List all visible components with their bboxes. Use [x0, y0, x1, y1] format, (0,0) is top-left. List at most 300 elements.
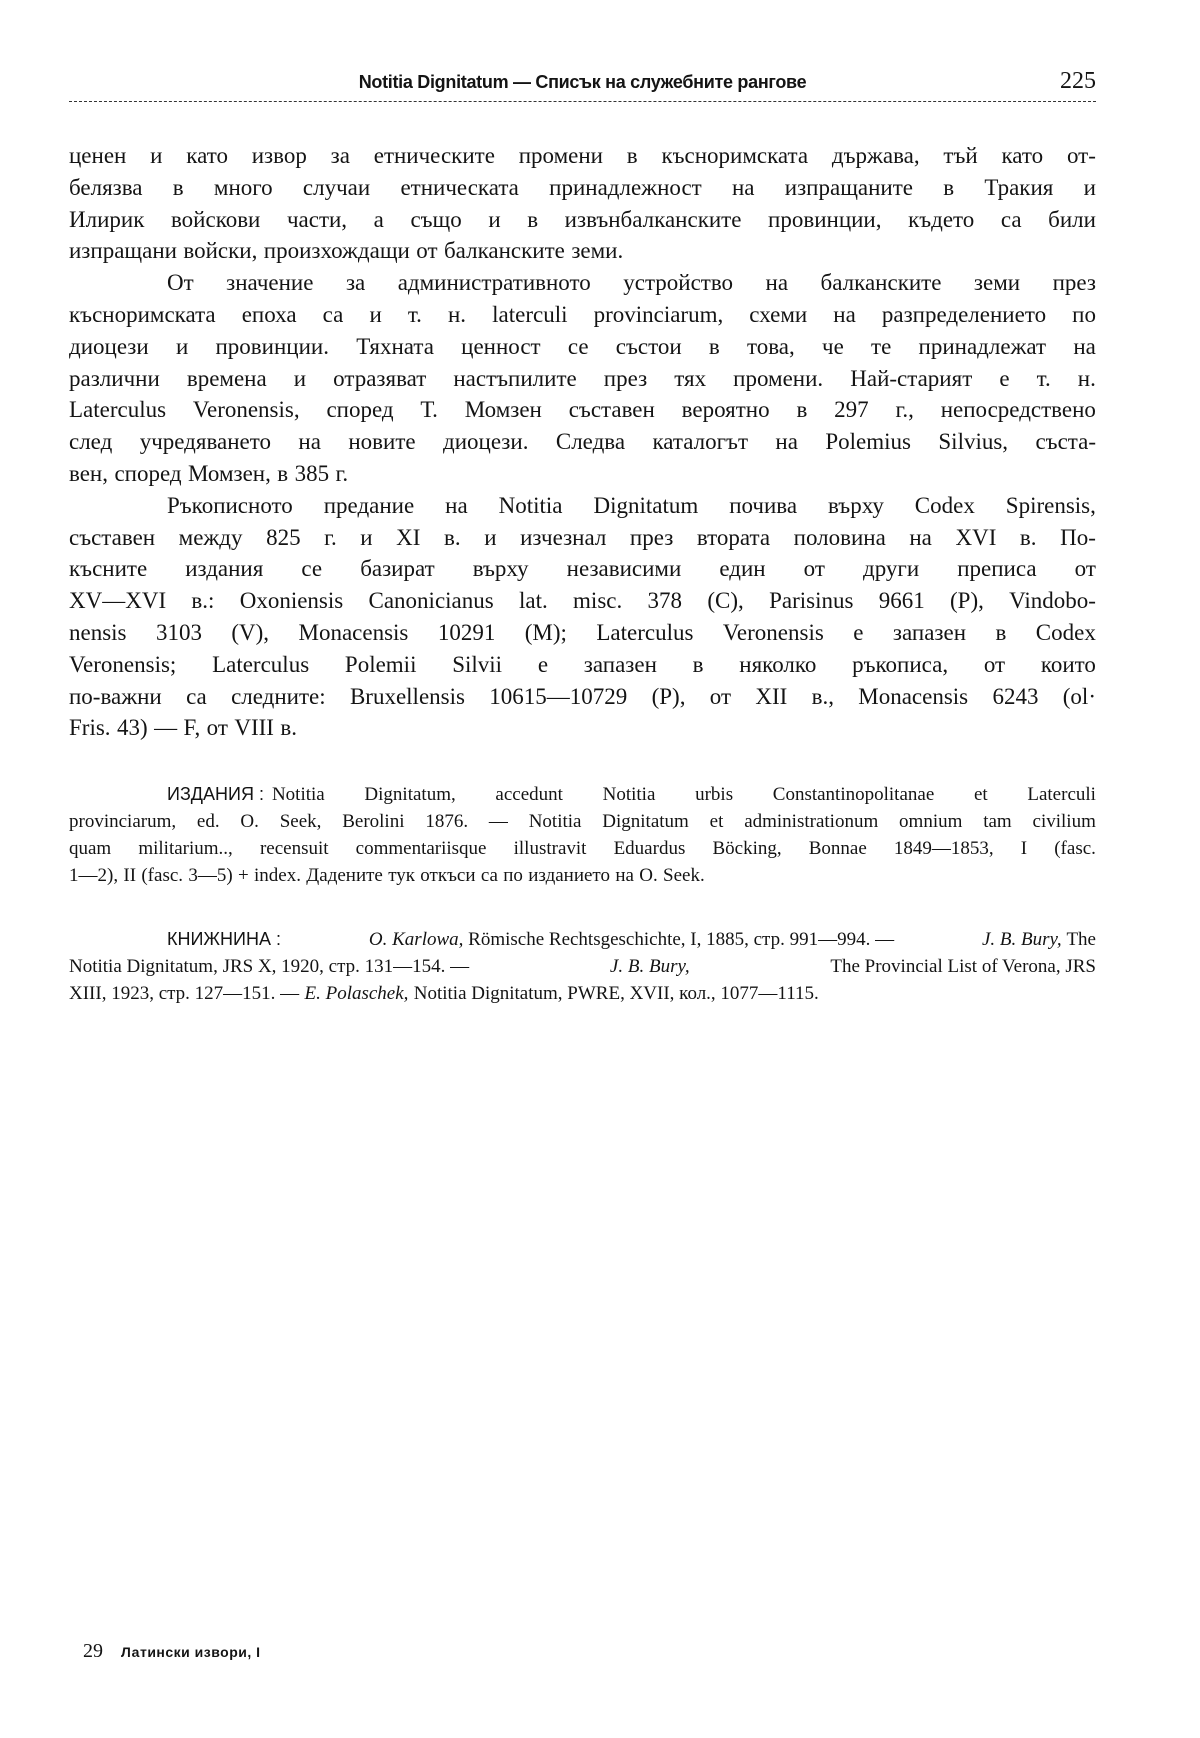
word: в. — [1019, 524, 1037, 550]
word: от- — [1066, 143, 1096, 168]
printer-signature — [83, 1640, 261, 1663]
word: в. — [280, 715, 298, 741]
word: диоцези — [69, 333, 149, 359]
word: и — [150, 143, 163, 168]
word: Laterculus — [596, 619, 694, 645]
word: балканските — [820, 270, 942, 296]
word: схеми — [749, 301, 808, 327]
word: изданието — [528, 865, 610, 886]
word: административното — [397, 270, 591, 296]
word: Monacensis — [298, 619, 409, 645]
word: quam — [69, 838, 112, 859]
word: непосредствено — [940, 397, 1096, 423]
word: Дадените — [306, 865, 383, 886]
word: като — [1001, 143, 1044, 168]
word: Laterculi — [1027, 784, 1096, 805]
word: учредяването — [139, 429, 271, 455]
text-line — [69, 235, 1096, 267]
word: Silvius, — [938, 429, 1009, 455]
text-line — [69, 426, 1096, 458]
word: O. — [639, 865, 658, 886]
main-text — [69, 140, 1096, 744]
word: състои — [615, 333, 682, 359]
word: в — [172, 174, 184, 200]
word: в.: — [191, 588, 215, 614]
ref-text: The — [1066, 929, 1096, 950]
word: laterculi — [492, 301, 568, 327]
word: т. — [1036, 365, 1051, 391]
word: Най-старият — [850, 365, 973, 391]
word: в — [277, 460, 289, 486]
word: et — [709, 811, 724, 832]
word: на — [1073, 333, 1096, 359]
ref-text: Römische Rechtsgeschichte, I, 1885, стр. 991—994. — — [468, 929, 895, 950]
text-line — [69, 458, 1096, 490]
word: и — [1083, 174, 1096, 200]
word: къснoримската — [661, 143, 809, 168]
word: et — [973, 784, 988, 805]
word: значение — [226, 270, 314, 296]
text-line — [69, 649, 1096, 681]
word: н. — [447, 301, 467, 327]
word: произхождащи — [263, 238, 410, 264]
word: от — [983, 651, 1006, 677]
word: XV—XVI — [69, 588, 167, 614]
word: Monacensis — [858, 683, 969, 709]
word: tam — [983, 811, 1012, 832]
word: Dignitatum, — [364, 784, 456, 805]
word: 1876. — [425, 811, 469, 832]
word: в — [527, 206, 539, 232]
word: Тяхната — [356, 333, 434, 359]
word: recensuit — [259, 838, 329, 859]
word: че — [822, 333, 844, 359]
word: са — [1000, 206, 1022, 232]
word: е — [999, 365, 1010, 391]
text-line — [69, 522, 1096, 554]
word: Следва — [555, 429, 626, 455]
word: Т. — [420, 397, 438, 423]
text-line — [69, 490, 1096, 522]
word: изпращаните — [784, 174, 913, 200]
word: на — [833, 301, 856, 327]
word: Notitia — [271, 784, 325, 805]
word: в — [943, 174, 955, 200]
word: много — [213, 174, 273, 200]
word: misc. — [573, 588, 623, 614]
word: също — [410, 206, 462, 232]
word: промени. — [733, 365, 824, 391]
word: 9661 — [878, 588, 925, 614]
word: провинции, — [768, 206, 882, 232]
word: provinciarum, — [69, 811, 177, 832]
word: 1—2), — [69, 865, 119, 886]
word: през — [1052, 270, 1096, 296]
author: O. Karlowa, — [368, 929, 464, 950]
word: Момзен — [464, 397, 542, 423]
word: почива — [729, 492, 798, 518]
running-title: Notitia Dignitatum — Списък на служебните рангове — [358, 72, 807, 92]
word: + — [237, 865, 249, 886]
word: устройство — [623, 270, 734, 296]
word: 1849—1853, — [893, 838, 994, 859]
word: (ol· — [1062, 683, 1096, 709]
word: militarium.., — [138, 838, 233, 859]
word: Notitia — [498, 492, 563, 518]
word: от — [206, 715, 228, 741]
author: J. B. Bury, — [609, 956, 690, 977]
word: Laterculus — [69, 397, 167, 423]
word: administrationum — [744, 811, 879, 832]
word: извънбалканските — [564, 206, 742, 232]
header-rule — [69, 101, 1096, 102]
word: urbis — [695, 784, 734, 805]
text-line — [69, 363, 1096, 395]
word: т. — [407, 301, 422, 327]
word: index. — [254, 865, 301, 886]
word: ценност — [461, 333, 541, 359]
word: и — [175, 333, 189, 359]
word: през — [603, 365, 648, 391]
word: Böcking, — [712, 838, 782, 859]
word: Codex — [914, 492, 975, 518]
word: отразяват — [333, 365, 427, 391]
word: 10615—10729 — [489, 683, 628, 709]
word: запазен — [583, 651, 657, 677]
word: и — [369, 301, 382, 327]
word: други — [863, 556, 920, 582]
word: балканските — [443, 238, 565, 264]
word: и — [488, 206, 501, 232]
text-line — [69, 585, 1096, 617]
word: на — [615, 865, 634, 886]
word: промени — [518, 143, 603, 168]
word: от — [416, 238, 438, 264]
word: (P), — [950, 588, 984, 614]
word: (fasc. — [141, 865, 184, 886]
word: Vindobo- — [1009, 588, 1096, 614]
word: 6243 — [992, 683, 1039, 709]
word: Veronensis — [722, 619, 824, 645]
word: н. — [1077, 365, 1096, 391]
word: VIII — [234, 715, 274, 741]
word: Veronensis; — [69, 651, 177, 677]
editions-line — [69, 862, 1096, 889]
word: Eduardus — [613, 838, 686, 859]
editions-line — [69, 835, 1096, 862]
word: принадлежат — [918, 333, 1047, 359]
literature-line — [69, 926, 1096, 953]
word: Илирик — [69, 206, 145, 232]
literature-section — [69, 926, 1096, 1007]
word: ръкописа, — [852, 651, 949, 677]
word: изчезнал — [520, 524, 607, 550]
word: на — [298, 429, 321, 455]
word: в — [796, 397, 808, 423]
word: базират — [360, 556, 435, 582]
word: — — [154, 715, 178, 741]
word: различни — [69, 365, 160, 391]
text-line — [69, 712, 1096, 744]
word: това, — [747, 333, 795, 359]
word: е — [853, 619, 864, 645]
word: Fris. — [69, 715, 111, 741]
word: времена — [186, 365, 267, 391]
word: Constantinopolitanae — [772, 784, 935, 805]
word: и — [293, 365, 307, 391]
word: I — [1020, 838, 1028, 859]
word: от — [803, 556, 825, 582]
word: късноримската — [69, 301, 216, 327]
word: случаи — [302, 174, 371, 200]
word: Dignitatum — [593, 492, 699, 518]
word: те — [871, 333, 892, 359]
signature-number: 29 — [83, 1640, 103, 1662]
word: XVI — [955, 524, 997, 550]
word: тъй — [943, 143, 978, 168]
word: тях — [674, 365, 707, 391]
word: епоха — [241, 301, 297, 327]
author: J. B. Bury, — [982, 929, 1062, 950]
word: Dignitatum — [602, 811, 689, 832]
word: Момзен, — [188, 460, 271, 486]
word: civilium — [1032, 811, 1096, 832]
word: в., — [811, 683, 834, 709]
text-line — [69, 172, 1096, 204]
word: след — [69, 429, 113, 455]
word: Notitia — [528, 811, 582, 832]
word: 10291 — [437, 619, 496, 645]
word: От — [167, 270, 194, 296]
word: lat. — [519, 588, 548, 614]
word: на — [909, 524, 932, 550]
word: Silvii — [452, 651, 503, 677]
editions-label: ИЗДАНИЯ : — [167, 784, 264, 804]
word: Тракия — [984, 174, 1054, 200]
text-line — [69, 394, 1096, 426]
word: accedunt — [495, 784, 563, 805]
word: каталогът — [652, 429, 749, 455]
word: през — [629, 524, 674, 550]
word: illustravit — [513, 838, 587, 859]
word: 378 — [647, 588, 683, 614]
word: (fasc. — [1054, 838, 1096, 859]
ref-text: XIII, 1923, стр. 127—151. — — [69, 983, 300, 1004]
word: на — [775, 429, 798, 455]
word: Oxoniensis — [239, 588, 344, 614]
text-line — [69, 267, 1096, 299]
word: Polemii — [344, 651, 417, 677]
editions-section — [69, 781, 1096, 889]
word: Bruxellensis — [349, 683, 465, 709]
word: ценен — [69, 143, 127, 168]
word: извор — [251, 143, 307, 168]
word: земи. — [571, 238, 624, 264]
word: Bonnae — [808, 838, 867, 859]
word: се — [567, 333, 589, 359]
word: O. — [240, 811, 259, 832]
word: издания — [185, 556, 264, 582]
word: nensis — [69, 619, 127, 645]
word: върху — [472, 556, 529, 582]
word: са — [322, 301, 344, 327]
word: г. — [324, 524, 337, 550]
word: Canonicianus — [368, 588, 494, 614]
word: според — [114, 460, 182, 486]
word: (C), — [707, 588, 744, 614]
word: независими — [566, 556, 682, 582]
word: белязва — [69, 174, 143, 200]
word: според — [326, 397, 394, 423]
word: няколко — [739, 651, 817, 677]
word: от — [709, 683, 732, 709]
word: съставен — [69, 524, 156, 550]
editions-line — [69, 781, 1096, 808]
word: диоцези. — [443, 429, 529, 455]
word: войски, — [183, 238, 258, 264]
word: етническите — [373, 143, 495, 168]
word: войскови — [170, 206, 261, 232]
word: където — [908, 206, 975, 232]
word: Notitia — [602, 784, 656, 805]
word: на — [445, 492, 468, 518]
word: по-важни — [69, 683, 162, 709]
text-line — [69, 299, 1096, 331]
word: се — [301, 556, 323, 582]
ref-text: The Provincial List of Verona, JRS — [830, 956, 1096, 977]
word: (M); — [524, 619, 567, 645]
word: са — [186, 683, 207, 709]
ref-text: Notitia Dignitatum, JRS X, 1920, стр. 131—154. — — [69, 956, 470, 977]
word: преписа — [957, 556, 1037, 582]
word: половина — [793, 524, 886, 550]
word: между — [178, 524, 243, 550]
word: Seek, — [279, 811, 322, 832]
word: 297 — [834, 397, 869, 423]
running-header — [69, 68, 1096, 98]
word: предание — [323, 492, 415, 518]
word: провинции. — [215, 333, 329, 359]
word: били — [1048, 206, 1096, 232]
word: и — [484, 524, 497, 550]
literature-label: КНИЖНИНА : — [167, 929, 281, 949]
word: които — [1040, 651, 1096, 677]
word: Spirensis, — [1005, 492, 1096, 518]
word: По- — [1060, 524, 1096, 550]
word: върху — [828, 492, 884, 518]
word: 3103 — [155, 619, 202, 645]
word: Ръкописното — [167, 492, 293, 518]
literature-line — [69, 953, 1096, 980]
word: в — [708, 333, 720, 359]
text-line — [69, 617, 1096, 649]
word: 3—5) — [188, 865, 233, 886]
word: и — [360, 524, 373, 550]
literature-line — [69, 980, 1096, 1007]
word: настъпилите — [453, 365, 577, 391]
word: в — [692, 651, 704, 677]
word: втората — [696, 524, 771, 550]
word: в — [995, 619, 1007, 645]
word: II — [123, 865, 137, 886]
word: Seek. — [663, 865, 705, 886]
word: държава, — [831, 143, 920, 168]
word: Veronensis, — [192, 397, 300, 423]
word: запазен — [892, 619, 967, 645]
text-line — [69, 553, 1096, 585]
word: provinciarum, — [593, 301, 724, 327]
word: изпращани — [69, 238, 177, 264]
word: разпределението — [881, 301, 1047, 327]
word: етническата — [400, 174, 519, 200]
word: г. — [335, 460, 349, 486]
word: вен, — [69, 460, 108, 486]
author: E. Polaschek, — [304, 983, 409, 1004]
word: части, — [286, 206, 348, 232]
word: са — [480, 865, 498, 886]
signature-title: Латински извори, I — [121, 1644, 261, 1660]
word: тук — [388, 865, 415, 886]
word: в. — [444, 524, 461, 550]
word: по — [503, 865, 523, 886]
word: новите — [348, 429, 416, 455]
word: (V), — [231, 619, 270, 645]
word: 43) — [116, 715, 148, 741]
page-number: 225 — [1060, 68, 1096, 94]
word: късните — [69, 556, 148, 582]
text-line — [69, 681, 1096, 713]
word: в — [626, 143, 638, 168]
ref-text: Notitia Dignitatum, PWRE, XVII, кол., 1077—1115. — [413, 983, 819, 1004]
word: принадлежност — [549, 174, 702, 200]
word: един — [719, 556, 766, 582]
word: на — [731, 174, 755, 200]
word: XI — [396, 524, 421, 550]
word: (P), — [651, 683, 686, 709]
word: commentariisque — [355, 838, 487, 859]
word: 825 — [266, 524, 301, 550]
word: за — [345, 270, 366, 296]
word: XII — [755, 683, 788, 709]
word: от — [1074, 556, 1096, 582]
word: Polemius — [825, 429, 911, 455]
word: Laterculus — [212, 651, 310, 677]
word: F, — [183, 715, 201, 741]
word: omnium — [899, 811, 963, 832]
word: е — [537, 651, 549, 677]
word: за — [330, 143, 350, 168]
word: — — [488, 811, 508, 832]
word: по — [1072, 301, 1096, 327]
word: на — [765, 270, 789, 296]
word: а — [373, 206, 384, 232]
word: ed. — [196, 811, 220, 832]
word: съста- — [1035, 429, 1096, 455]
text-line — [69, 140, 1096, 172]
word: като — [186, 143, 228, 168]
text-line — [69, 331, 1096, 363]
word: вероятно — [681, 397, 770, 423]
word: г., — [895, 397, 914, 423]
word: следните: — [231, 683, 326, 709]
word: 385 — [294, 460, 330, 486]
word: съставен — [568, 397, 655, 423]
editions-line — [69, 808, 1096, 835]
word: Berolini — [342, 811, 405, 832]
text-line — [69, 204, 1096, 236]
word: земи — [973, 270, 1021, 296]
word: откъси — [420, 865, 476, 886]
